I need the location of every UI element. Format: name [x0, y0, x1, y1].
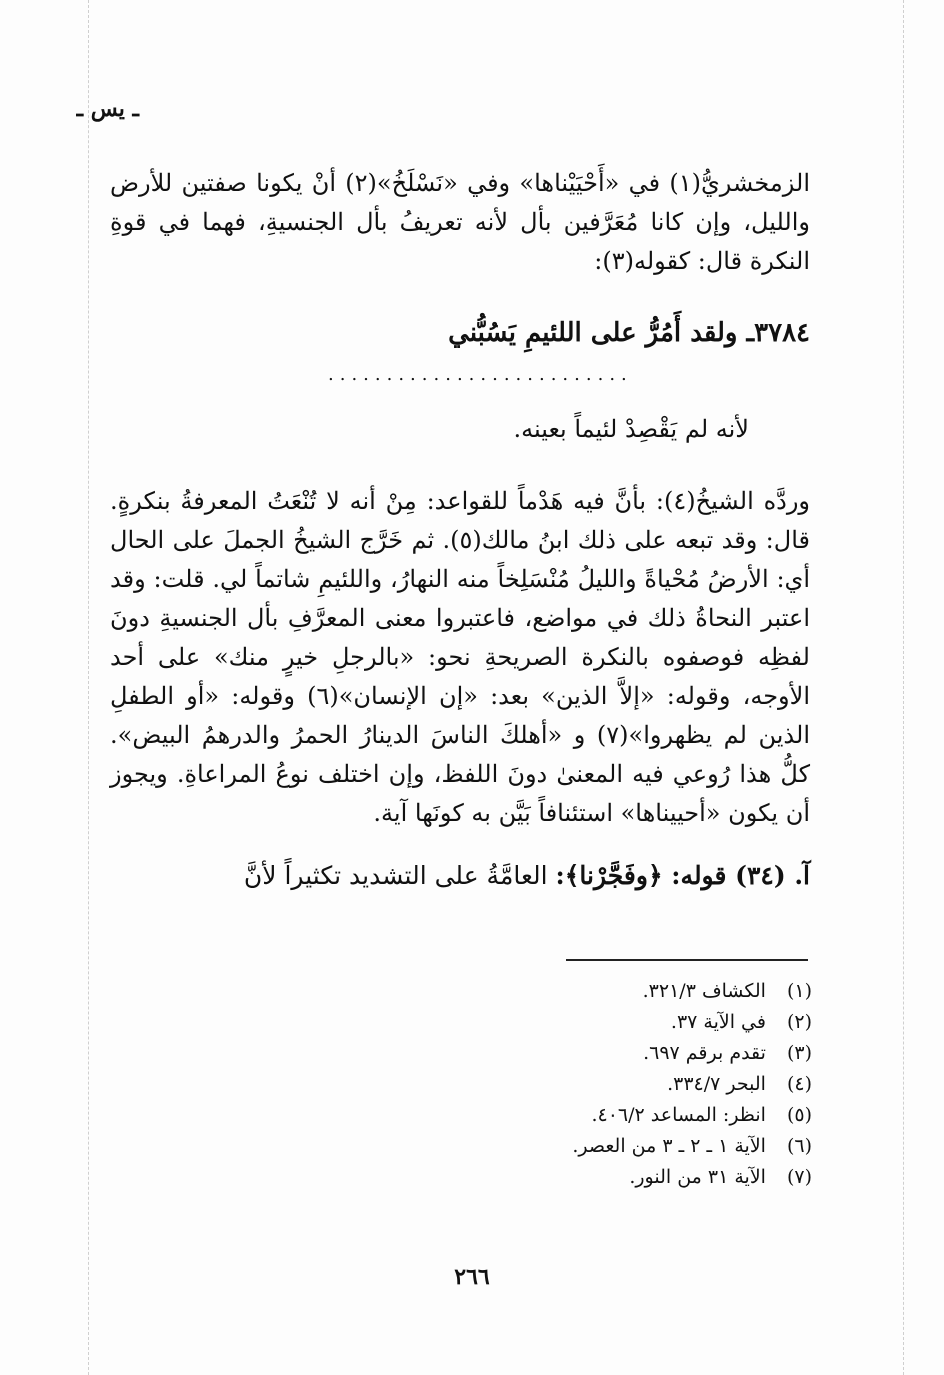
footnote-item: (٥) انظر: المساعد ٤٠٦/٢. — [591, 1104, 812, 1126]
footnote-item: (٣) تقدم برقم ٦٩٧. — [643, 1042, 812, 1064]
scan-guide-line-right — [903, 0, 904, 1375]
page-number: ٢٦٦ — [454, 1264, 490, 1290]
footnotes-list — [492, 976, 812, 1193]
footnote-item: (٦) الآية ١ ـ ٢ ـ ٣ من العصر. — [572, 1135, 812, 1157]
paragraph-3 — [110, 856, 810, 895]
footnote-item: (١) الكشاف ٣٢١/٣. — [642, 980, 812, 1002]
paragraph-1: الزمخشريُّ(١) في «أَحْيَيْناها» وفي «نَسْلَخُ»(٢) أنْ يكونا صفتين للأرض والليل، وإن كانا مُعَرَّفين بأل لأنه تعريفُ بأل الجنسيةِ، فهما في قوةِ النكرة قال: كقوله(٣): — [110, 169, 810, 275]
running-header: ـ يس ـ — [76, 96, 139, 122]
footnote-item: (٢) في الآية ٣٧. — [670, 1011, 812, 1033]
verse-ellipsis: .......................... — [328, 364, 633, 385]
footnote-item: (٧) الآية ٣١ من النور. — [629, 1166, 812, 1188]
poetry-verse: ٣٧٨٤ـ ولقد أَمُرُّ على اللئيمِ يَسُبُّني — [448, 318, 810, 348]
paragraph-3-text: العامَّةُ على التشديد تكثيراً لأنَّ — [243, 861, 556, 890]
footnote-item: (٤) البحر ٣٣٤/٧. — [667, 1073, 812, 1095]
scan-guide-line-left — [88, 0, 89, 1375]
verse-reference: آ. (٣٤) قوله: ﴿وفَجَّرْنا﴾: — [555, 861, 810, 890]
verse-explanation: لأنه لم يَقْصِدْ لئيماً بعينه. — [513, 415, 749, 443]
paragraph-2: وردَّه الشيخُ(٤): بأنَّ فيه هَدْماً للقواعد: مِنْ أنه لا تُنْعَتُ المعرفةُ بنكرةٍ. قال: وقد تبعه على ذلك ابنُ مالك(٥). ثم خَرَّج الشيخُ الجملَ على الحال أي: الأرضُ مُحْياةً والليلُ مُنْسَلِخاً منه النهارُ، واللئيمِ شاتماً لي. قلت: وقد اعتبر النحاةُ ذلك في مواضع، فاعتبروا معنى المعرَّفِ بأل الجنسيةِ دونَ لفظِه فوصفوه بالنكرة الصريحةِ نحو: «بالرجلِ خيرٍ منك» على أحد الأوجه، وقوله: «إلاَّ الذين» بعد: «إن الإنسان»(٦) وقوله: «أو الطفلِ الذين لم يظهروا»(٧) و «أهلكَ الناسَ الدينارُ الحمرُ والدرهمُ البيض». كلُّ هذا رُوعي فيه المعنىٰ دونَ اللفظ، وإن اختلف نوعُ المراعاةِ. ويجوز أن يكون «أحييناها» استئنافاً بَيَّن به كونَها آية. — [110, 487, 811, 827]
footnote-divider — [566, 959, 808, 961]
